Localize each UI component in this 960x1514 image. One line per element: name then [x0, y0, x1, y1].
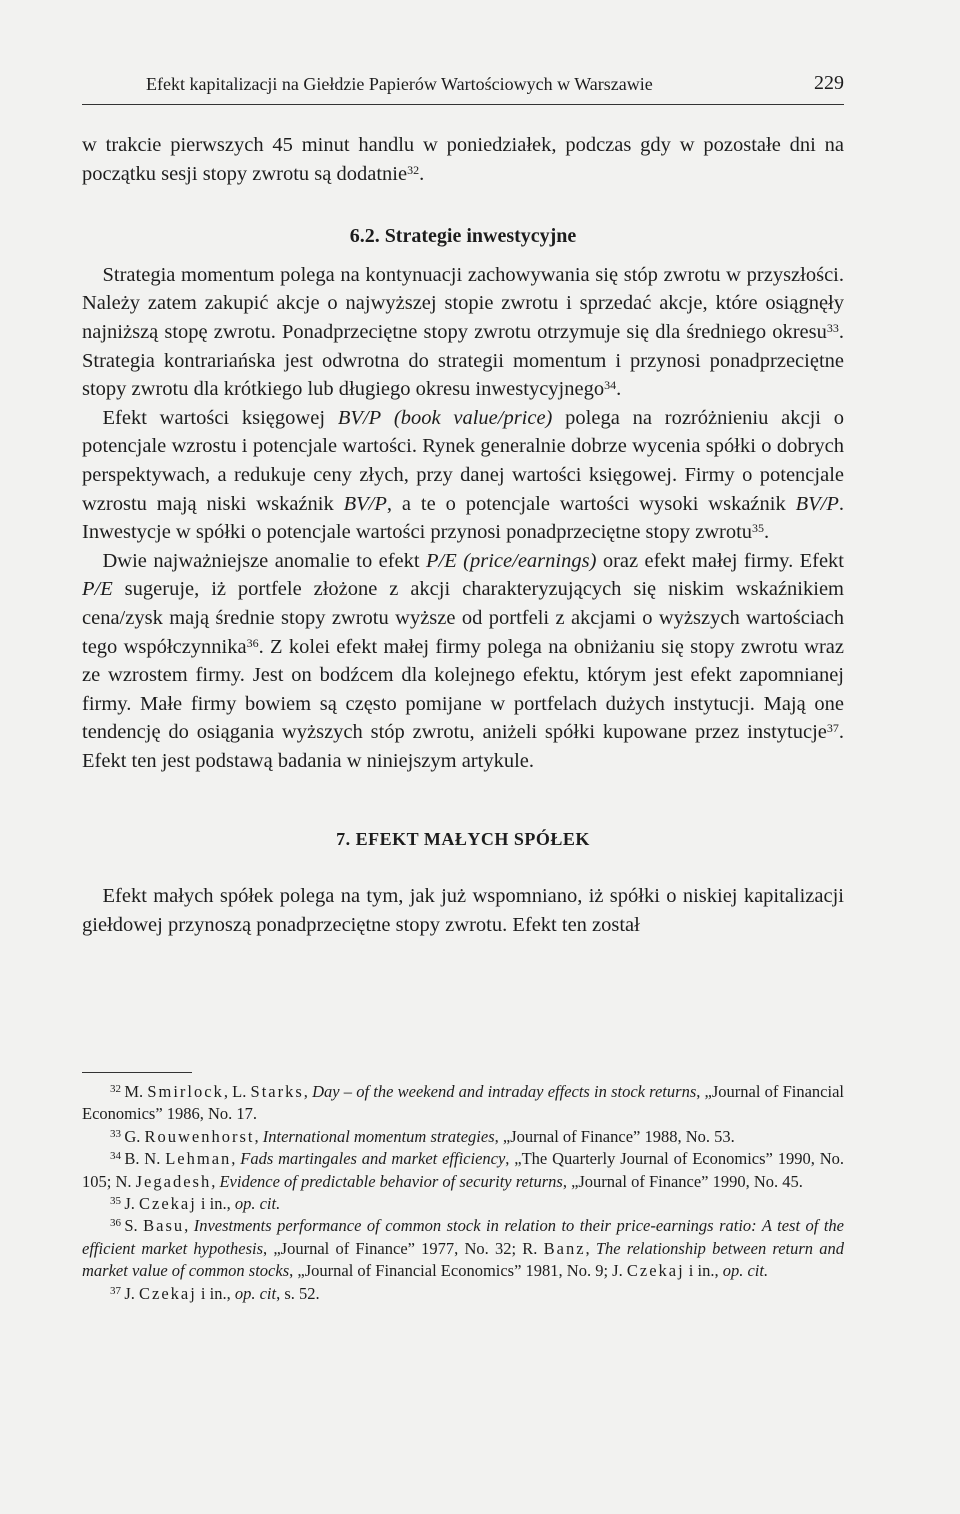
footnote-ref-34[interactable]: 34: [604, 378, 617, 393]
footnote-32: [82, 1081, 844, 1126]
footnote-35: [82, 1193, 844, 1215]
footnote-number: 36: [110, 1217, 121, 1230]
footnote-text: J.: [124, 1194, 139, 1214]
paragraph-3: Efekt wartości księgowej BV/P (book value/price) polega na rozróżnieniu akcji o potencjale wzrostu i potencjale wartości. Rynek generalnie dobrze wycenia spółki o dobrych perspektywach, a redukuje ceny złych, przy danej wartości księgowej. Firmy o potencjale wzrostu mają niski wskaźnik BV/P, a te o potencjale wartości wysoki wskaźnik BV/P. Inwestycje w spółki o potencjale wartości przynosi ponadprzeciętne stopy zwrotu$^{35}$.: [82, 406, 844, 544]
footnote-text: ,: [254, 1126, 263, 1146]
footnote-separator: [82, 1072, 192, 1073]
footnote-text: M.: [124, 1082, 148, 1101]
footnote-text: i in.,: [684, 1261, 723, 1281]
paragraph-2: Strategia momentum polega na kontynuacji zachowywania się stóp zwrotu w przyszłości. Należy zatem zakupić akcje o najwyższej stopie zwrotu i sprzedać akcje, które osiągnęły najniższą stopę zwrotu. Ponadprzeciętne stopy zwrotu otrzymuje się dla średniego okresu$^{33}$. Strategia kontrariańska jest odwrotna do strategii momentum i przynosi ponadprzeciętne stopy zwrotu dla krótkiego lub długiego okresu inwestycyjnego$^{34}$.: [82, 263, 844, 401]
footnote-author: Basu: [143, 1216, 185, 1236]
bvp-term-english: (book value/price): [393, 406, 553, 429]
footnote-number: 34: [110, 1150, 121, 1163]
footnote-number: 35: [110, 1195, 121, 1208]
footnote-author: Czekaj: [138, 1194, 197, 1214]
footnote-ref-33[interactable]: 33: [826, 320, 839, 335]
bvp-term: BV/P: [343, 492, 387, 515]
footnote-number: 37: [110, 1284, 121, 1297]
footnote-text: , „Journal of Financial Economics” 1986, No. 17.: [82, 1082, 844, 1124]
paragraph-5-text: Efekt małych spółek polega na tym, jak już wspomniano, iż spółki o niskiej kapitalizacji giełdowej przynoszą ponadprzeciętne stopy zwrotu. Efekt ten został: [82, 885, 844, 936]
footnote-title: Day – of the weekend and intraday effects in stock returns: [312, 1082, 697, 1101]
footnote-title: International momentum strategies: [262, 1126, 495, 1146]
footnote-opcit: op. cit: [234, 1283, 277, 1303]
paragraph-1: w trakcie pierwszych 45 minut handlu w poniedziałek, podczas gdy w pozostałe dni na początku sesji stopy zwrotu są dodatnie$^{32}$.: [82, 134, 844, 185]
footnote-36: [82, 1215, 844, 1282]
footnote-text: i in.,: [196, 1194, 235, 1214]
footnote-text: , L.: [223, 1082, 251, 1101]
footnote-ref-37[interactable]: 37: [826, 721, 839, 736]
bvp-term: BV/P: [795, 492, 839, 515]
paragraph-4-text-e: . Efekt ten jest podstawą badania w niniejszym artykule.: [82, 721, 844, 772]
main-text: [82, 131, 844, 939]
footnote-text: ,: [303, 1082, 313, 1101]
footnote-number: 33: [110, 1127, 121, 1140]
pe-term: P/E: [426, 549, 457, 572]
paragraph-4: [82, 547, 844, 776]
footnote-text: G.: [124, 1126, 145, 1146]
footnote-text: , s. 52.: [276, 1283, 320, 1303]
footnote-title: Evidence of predictable behavior of security returns: [219, 1171, 563, 1191]
footnote-opcit: op. cit.: [234, 1194, 281, 1214]
footnote-text: B. N.: [124, 1149, 166, 1169]
footnote-text: ,: [231, 1149, 241, 1169]
paragraph-3-text-c: , a te o potencjale wartości wysoki wskaźnik: [386, 492, 796, 515]
footnote-ref-36[interactable]: 36: [246, 635, 259, 650]
footnote-author: Banz: [543, 1238, 586, 1258]
footnote-text: ,: [184, 1216, 194, 1236]
paragraph-4-text-c: sugeruje, iż portfele złożone z akcji charakteryzujących się niskim wskaźnikiem cena/zysk mają średnie stopy zwrotu wyższe od portfeli z akcjami o wyższych wartościach tego współczynnika: [82, 578, 844, 658]
footnote-author: Smirlock: [147, 1082, 224, 1101]
paragraph-3-text-a: Efekt wartości księgowej: [102, 406, 338, 429]
footnote-33: [82, 1126, 844, 1148]
running-header: [82, 70, 844, 105]
footnote-number: 32: [110, 1083, 121, 1095]
footnote-text: i in.,: [196, 1283, 235, 1303]
footnote-author: Rouwenhorst: [144, 1126, 255, 1146]
section-heading-6-2: 6.2. Strategie inwestycyjne: [349, 225, 577, 248]
paragraph-2-text-a: Strategia momentum polega na kontynuacji zachowywania się stóp zwrotu w przyszłości. Należy zatem zakupić akcje o najwyższej stopie zwrotu i sprzedać akcje, które osiągnęły najniższą stopę zwrotu. Ponadprzeciętne stopy zwrotu otrzymuje się dla średniego okresu: [82, 263, 844, 343]
footnote-text: J.: [124, 1283, 139, 1303]
footnote-text: , „Journal of Finance” 1988, No. 53.: [494, 1126, 735, 1146]
footnote-author: Lehman: [165, 1149, 232, 1169]
pe-term-english: (price/earnings): [463, 549, 597, 572]
footnote-text: , „The Quarterly Journal of Economics” 1990, No. 105; N.: [82, 1149, 844, 1191]
footnote-author: Starks: [250, 1082, 304, 1101]
footnote-title: Fads martingales and market efficiency: [240, 1149, 506, 1169]
footnote-34: [82, 1148, 844, 1193]
footnote-text: ,: [585, 1238, 596, 1258]
footnote-author: Czekaj: [138, 1283, 197, 1303]
paragraph-4-text-a: Dwie najważniejsze anomalie to efekt: [102, 549, 426, 572]
section-heading-7: 7. EFEKT MAŁYCH SPÓŁEK: [336, 829, 590, 850]
paragraph-4-text-b: oraz efekt małej firmy. Efekt: [596, 549, 844, 572]
footnote-ref-35[interactable]: 35: [752, 521, 765, 536]
footnote-ref-32[interactable]: 32: [407, 162, 420, 177]
pe-term: P/E: [82, 578, 113, 601]
paragraph-3-text-d: . Inwestycje w spółki o potencjale wartości przynosi ponadprzeciętne stopy zwrotu: [82, 492, 844, 544]
footnote-text: , „Journal of Financial Economics” 1981, No. 9; J.: [289, 1261, 627, 1281]
footnote-title: Investments performance of common stock in relation to their price-earnings ratio: A test of the efficient market hypothesis: [82, 1216, 845, 1258]
footnotes: [82, 1072, 844, 1305]
paragraph-4-text-d: . Z kolei efekt małej firmy polega na obniżaniu się stopy zwrotu wraz ze wzrostem firmy. Jest on bodźcem dla kolejnego efektu, którym jest efekt zapomnianej firmy. Małe firmy bowiem są często pomijane w portfelach dużych instytucji. Mają one tendencję do osiągania wyższych stóp zwrotu, aniżeli spółki kupowane przez instytucje: [82, 635, 844, 744]
footnote-author: Czekaj: [626, 1261, 685, 1281]
footnote-text: , „Journal of Finance” 1990, No. 45.: [562, 1171, 803, 1191]
bvp-term: BV/P: [337, 406, 382, 429]
footnote-author: Jegadesh: [135, 1171, 212, 1191]
footnote-opcit: op. cit.: [722, 1261, 769, 1281]
footnote-text: S.: [124, 1216, 144, 1236]
page-number: 229: [814, 72, 844, 94]
footnote-title: The relationship between return and market value of common stocks: [82, 1238, 844, 1281]
footnote-text: , „Journal of Finance” 1977, No. 32; R.: [263, 1238, 544, 1258]
paragraph-3-text-b: polega na rozróżnieniu akcji o potencjale wzrostu i potencjale wartości. Rynek generalnie dobrze wycenia spółki o dobrych perspektywach, a redukuje ceny złych, przy danej wartości księgowej. Firmy o potencjale wzrostu mają niski wskaźnik: [82, 406, 844, 515]
paragraph-5: [82, 882, 844, 939]
paragraph-2-text-b: . Strategia kontrariańska jest odwrotna do strategii momentum i przynosi ponadprzeciętne stopy zwrotu dla krótkiego lub długiego okresu inwestycyjnego: [82, 320, 844, 401]
running-header-title: Efekt kapitalizacji na Giełdzie Papierów Wartościowych w Warszawie: [146, 74, 653, 94]
footnote-37: [82, 1283, 844, 1305]
footnote-text: ,: [211, 1171, 220, 1191]
paragraph-1-text: w trakcie pierwszych 45 minut handlu w poniedziałek, podczas gdy w pozostałe dni na początku sesji stopy zwrotu są dodatnie: [82, 134, 844, 185]
